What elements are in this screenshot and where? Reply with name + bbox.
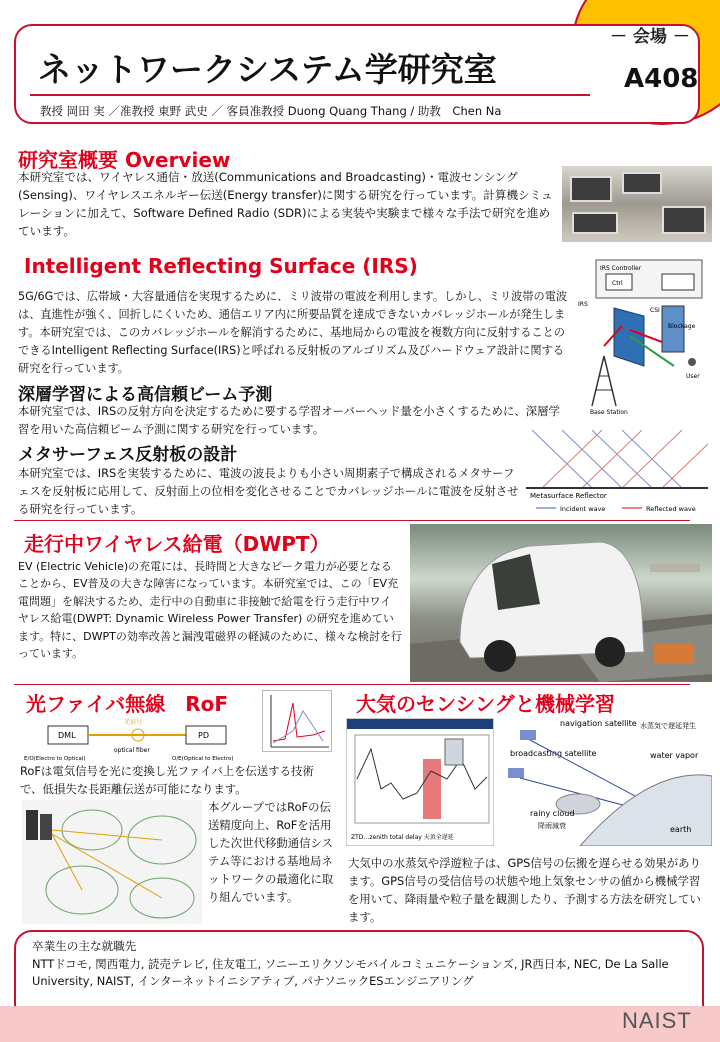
atm-title: 大気のセンシングと機械学習 xyxy=(356,692,615,716)
rof-eo-label: E/O(Electro to Optical) xyxy=(24,756,86,762)
meta-text: 本研究室では、IRSを実装するために、電波の波長よりも小さい周期素子で構成されるメタサーフェスを反射板に応用して、反射面上の位相を変化させることでカバレッジホールに電波を反射させる研究を行っています。 xyxy=(18,466,519,516)
meta-incident-label: Incident wave xyxy=(560,505,606,513)
overview-text: 本研究室では、ワイヤレス通信・放送(Communications and Broadcasting)・電波センシング(Sensing)、ワイヤレスエネルギー伝送(Energy transfer)に関する研究を行っています。計算機シミュレーションに加えて、Software Defined Radio (SDR)による実装や実験まで様々な手法で研究を進めています。 xyxy=(18,170,553,238)
irs-diagram xyxy=(574,256,710,416)
careers-title: 卒業生の主な就職先 xyxy=(32,939,137,953)
irs-controller-label: IRS Controller xyxy=(600,265,642,272)
rof-pd-label: PD xyxy=(198,731,209,740)
irs-title: Intelligent Reflecting Surface (IRS) xyxy=(24,254,418,278)
metasurface-diagram xyxy=(522,424,712,514)
irs-text: 5G/6Gでは、広帯域・大容量通信を実現するために、ミリ波帯の電波を利用します。しかし、ミリ波帯の電波は、直進性が強く、回折しにくいため、通信エリア内に所要品質を達成できないカバレッジホールが発生します。本研究室では、このカバレッジホールを解消するために、基地局からの電波を複数方向に反射することのできるIntelligent Reflecting Surface(IRS)と呼ばれる反射板のアルゴリズム及びハードウェア設計に関する研究を行っています。 xyxy=(18,290,568,375)
naist-logo: NAIST xyxy=(622,1008,692,1033)
dwpt-title: 走行中ワイヤレス給電（DWPT） xyxy=(24,532,330,556)
section-divider xyxy=(14,684,690,685)
meta-title: メタサーフェス反射板の設計 xyxy=(18,445,238,465)
irs-blockage-label: Blockage xyxy=(668,323,696,330)
rof-link-diagram xyxy=(22,716,260,762)
rof-text-2: 本グループではRoFの伝送精度向上、RoFを活用した次世代移動通信システム等における基地局ネットワークの最適化に取り組んでいます。 xyxy=(208,800,334,904)
atm-ztd-chart xyxy=(346,718,494,846)
atm-vapor-label: water vapor xyxy=(650,751,699,760)
section-divider xyxy=(14,520,690,521)
rof-dml-label: DML xyxy=(58,731,76,740)
atm-text: 大気中の水蒸気や浮遊粒子は、GPS信号の伝搬を遅らせる効果があります。GPS信号の受信信号の状態や地上気象センサの値から機械学習を用いて、降雨量や粒子量を観測したり、予測する方法を研究しています。 xyxy=(348,856,701,924)
overview-title: 研究室概要 Overview xyxy=(18,148,231,172)
meta-reflected-label: Reflected wave xyxy=(646,505,696,513)
rof-text-1: RoFは電気信号を光に変換し光ファイバ上を伝送する技術で、低損失な長距離伝送が可能になります。 xyxy=(20,764,314,796)
atm-earth-label: earth xyxy=(670,825,692,834)
rof-light-label: 光信号 xyxy=(124,719,143,726)
dwpt-text: EV (Electric Vehicle)の充電には、長時間と大きなピーク電力が必要となることから、EV普及の大きな障害になっています。本研究室では、この「EV充電問題」を解決するため、走行中の自動車に非接触で給電を行う走行中ワイヤレス給電(DWPT: Dynamic Wireless Power Transfer) の研究を進めています。特に、DWPTの効率改善と漏洩電磁界の軽減のために、様々な検討を行っています。 xyxy=(18,560,402,661)
header-divider xyxy=(30,94,590,96)
page-title: ネットワークシステム学研究室 xyxy=(38,50,497,89)
rof-oe-label: O/E(Optical to Electro) xyxy=(172,756,234,762)
atm-satellite-diagram xyxy=(500,716,712,846)
atm-cloud-jp-label: 降雨減衰 xyxy=(538,822,566,830)
careers-text: NTTドコモ, 関西電力, 読売テレビ, 住友電工, ソニーエリクソンモバイルコミュニケーションズ, JR西日本, NEC, De La Salle University, NAIST, インターネットイニシアティブ, パナソニックESエンジニアリング xyxy=(32,957,669,988)
beam-title: 深層学習による高信頼ビーム予測 xyxy=(18,385,273,405)
footer-band xyxy=(0,1006,720,1042)
atm-broadcast-label: broadcasting satellite xyxy=(510,749,597,758)
meta-reflector-label: Metasurface Reflector xyxy=(530,492,607,500)
irs-label: IRS xyxy=(578,301,588,308)
rof-title: 光ファイバ無線 RoF xyxy=(26,692,229,716)
irs-ctrl-label: Ctrl xyxy=(612,280,623,287)
atm-vapor-jp-label: 水蒸気で遅延発生 xyxy=(640,722,696,730)
rof-spectrum-chart xyxy=(262,690,332,752)
atm-cloud-label: rainy cloud xyxy=(530,809,575,818)
atm-chart-caption: ZTD…zenith total delay 天頂全遅延 xyxy=(351,834,454,841)
lab-photo xyxy=(562,166,712,242)
atm-nav-label: navigation satellite xyxy=(560,719,637,728)
staff-list: 教授 岡田 実 ／准教授 東野 武史 ／ 客員准教授 Duong Quang Thang / 助教 Chen Na xyxy=(40,104,502,118)
irs-user-label: User xyxy=(686,373,700,380)
irs-csi-label: CSI xyxy=(650,307,660,314)
rof-network-diagram xyxy=(22,800,202,924)
venue-label: － 会場 － xyxy=(610,27,690,47)
beam-text: 本研究室では、IRSの反射方向を決定するために要する学習オーバーヘッド量を小さくするために、深層学習を用いた高信頼ビーム予測に関する研究を行っています。 xyxy=(18,404,560,436)
irs-bs-label: Base Station xyxy=(590,409,628,416)
dwpt-car-photo xyxy=(410,524,712,682)
rof-fiber-label: optical fiber xyxy=(114,747,150,754)
venue-room: A408 xyxy=(624,64,699,94)
